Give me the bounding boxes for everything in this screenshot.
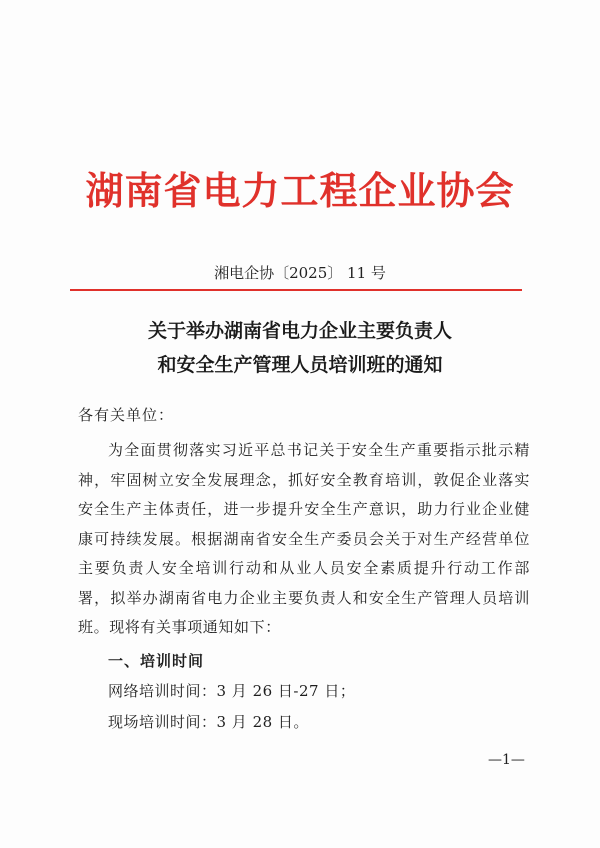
red-divider-line xyxy=(70,289,522,291)
page-number: —1— xyxy=(488,752,525,768)
online-training-time: 网络培训时间：3 月 26 日-27 日； xyxy=(108,682,356,700)
section-heading-training-time: 一、培训时间 xyxy=(108,652,205,670)
salutation: 各有关单位： xyxy=(78,406,175,424)
onsite-training-time: 现场培训时间：3 月 28 日。 xyxy=(108,713,309,731)
organization-title: 湖南省电力工程企业协会 xyxy=(85,168,515,213)
document-number: 湘电企协〔2025〕 11 号 xyxy=(214,264,386,282)
document-title-line-1: 关于举办湖南省电力企业主要负责人 xyxy=(147,320,452,342)
intro-paragraph: 为全面贯彻落实习近平总书记关于安全生产重要指示批示精神，牢固树立安全发展理念，抓好安全教育培训，敦促企业落实安全生产主体责任，进一步提升安全生产意识，助力行业企业健康可持续发展。根据湖南省安全生产委员会关于对生产经营单位主要负责人安全培训行动和从业人员安全素质提升行动工作部署，拟举办湖南省电力企业主要负责人和安全生产管理人员培训班。现将有关事项通知如下： xyxy=(78,441,530,636)
document-title xyxy=(0,314,600,382)
document-title-line-2: 和安全生产管理人员培训班的通知 xyxy=(157,354,443,376)
